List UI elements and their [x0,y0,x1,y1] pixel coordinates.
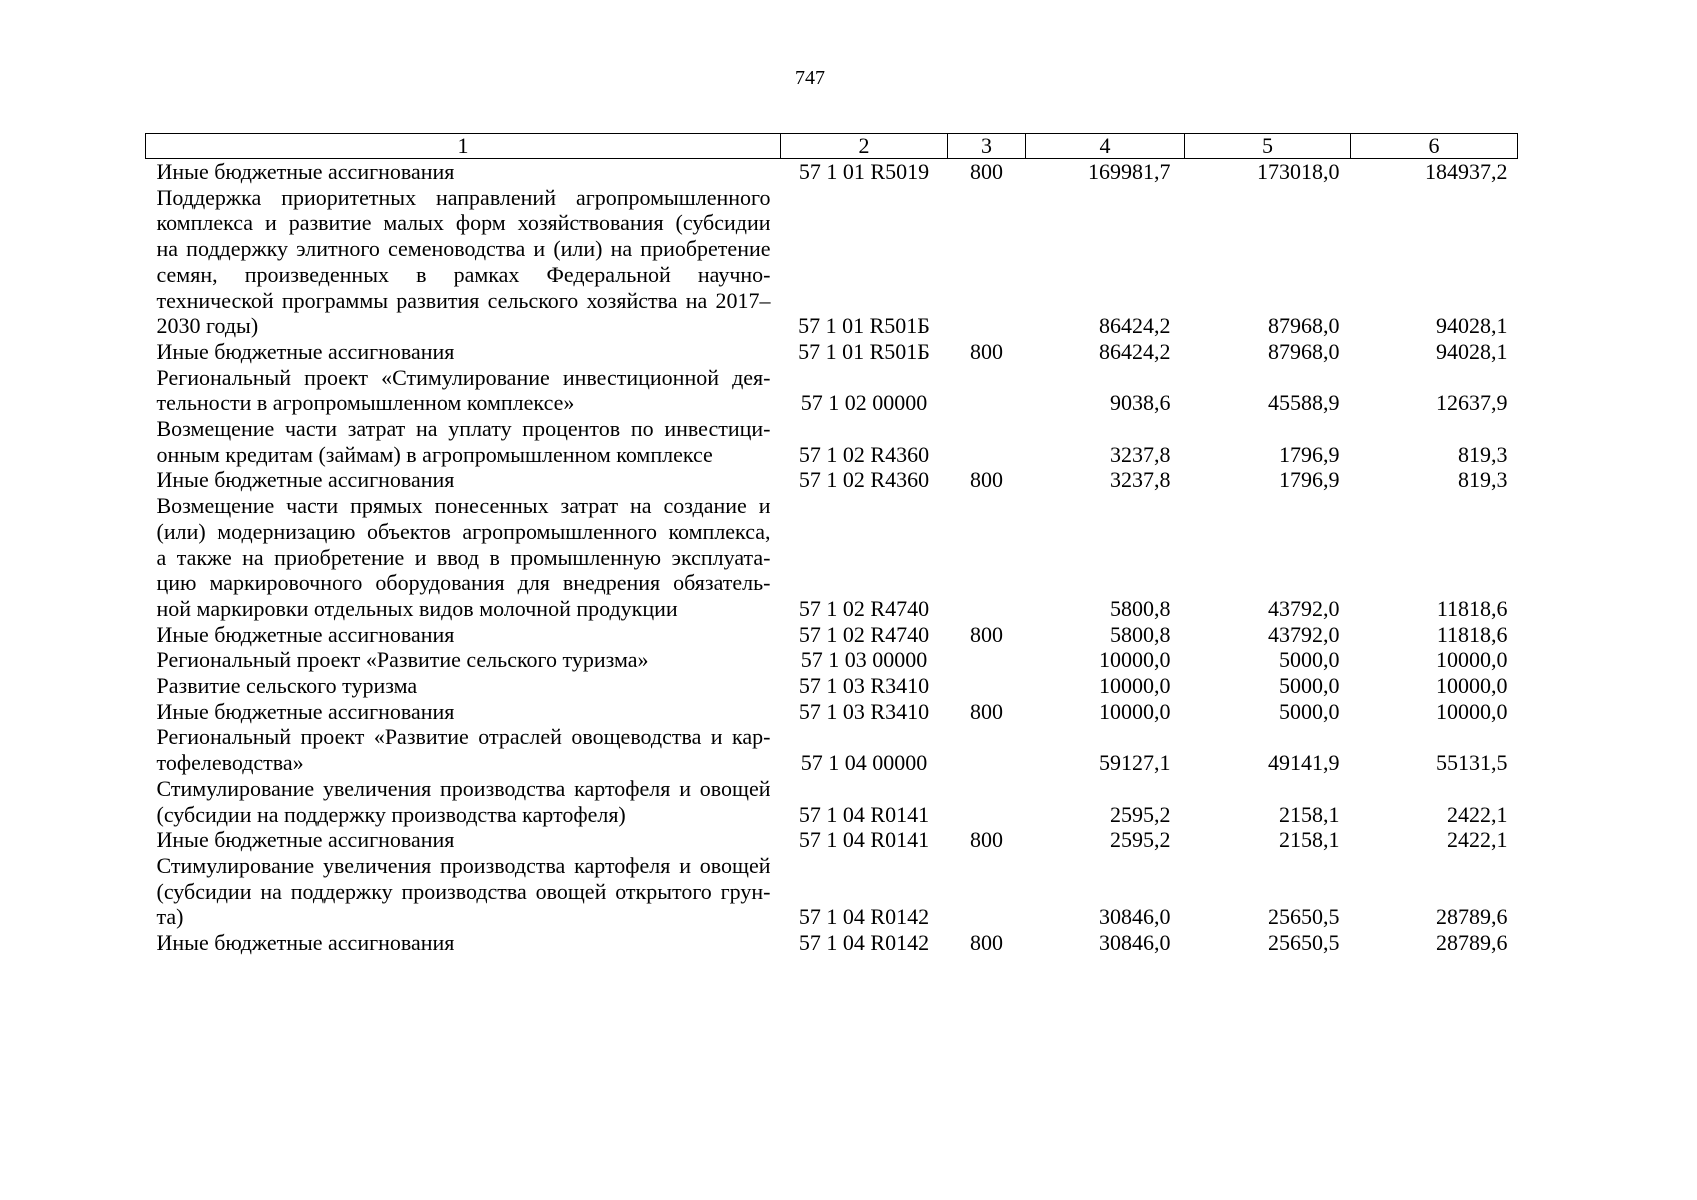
description-line: Иные бюджетные ассигнования [156,621,455,647]
cell-value-col-6: 10000,0 [1436,673,1508,699]
description-line: Развитие сельского туризма [156,673,418,699]
cell-value-col-6: 94028,1 [1436,313,1508,339]
cell-value-col-5: 5000,0 [1279,673,1340,699]
table-row [146,416,1518,467]
cell-code: 57 1 03 R3410 [798,673,930,699]
cell-value-col-4: 10000,0 [1099,673,1171,699]
cell-code: 57 1 02 R4360 [798,441,930,467]
table-row [146,339,1518,365]
cell-description [146,776,781,827]
description-line: Поддержка приоритетных направлений агропромышленного [156,184,771,210]
description-line: а также на приобретение и ввод в промышленную эксплуата- [156,544,771,570]
table-row [146,724,1518,775]
cell-code: 57 1 04 00000 [800,750,928,776]
description-line: Иные бюджетные ассигнования [156,467,455,493]
table-header [146,134,1518,159]
cell-value-col-4: 5800,8 [1110,595,1171,621]
cell-code: 57 1 04 R0142 [798,930,930,956]
table-row [146,776,1518,827]
cell-value-col-6: 184937,2 [1425,159,1508,184]
cell-description [146,699,781,725]
cell-value-col-5: 1796,9 [1279,441,1340,467]
budget-table [145,133,1518,956]
cell-description [146,339,781,365]
description-line: (или) модернизацию объектов агропромышленного комплекса, [156,518,771,544]
cell-expense-type [948,416,1026,467]
table-row [146,493,1518,622]
cell-value-col-5: 25650,5 [1268,904,1340,930]
cell-value-col-6: 28789,6 [1436,904,1508,930]
cell-expense-type: 800 [970,930,1003,956]
cell-description [146,622,781,648]
cell-value-col-5: 87968,0 [1268,313,1340,339]
description-line: Стимулирование увеличения производства картофеля и овощей [156,775,771,801]
cell-expense-type [948,724,1026,775]
description-line: 2030 годы) [156,313,259,339]
cell-value-col-5: 2158,1 [1279,827,1340,853]
cell-description [146,493,781,622]
cell-description [146,159,781,185]
cell-description [146,365,781,416]
description-line: та) [156,904,184,930]
description-line: цию маркировочного оборудования для внедрения обязатель- [156,570,771,596]
cell-value-col-4: 86424,2 [1099,338,1171,364]
table-row [146,930,1518,956]
table-row [146,622,1518,648]
description-line: тофелеводства» [156,750,304,776]
cell-value-col-6: 94028,1 [1436,338,1508,364]
cell-expense-type [948,673,1026,699]
cell-expense-type: 800 [970,338,1003,364]
cell-description [146,647,781,673]
cell-expense-type [948,365,1026,416]
table-row [146,365,1518,416]
table-row [146,827,1518,853]
cell-value-col-6: 2422,1 [1447,801,1508,827]
table-row [146,699,1518,725]
cell-value-col-4: 5800,8 [1110,621,1171,647]
description-line: Иные бюджетные ассигнования [156,698,455,724]
description-line: на поддержку элитного семеноводства и (или) на приобретение [156,236,771,262]
description-line: ной маркировки отдельных видов молочной продукции [156,595,678,621]
description-line: Стимулирование увеличения производства картофеля и овощей [156,852,771,878]
cell-expense-type: 800 [970,698,1003,724]
cell-description [146,185,781,339]
cell-description [146,467,781,493]
cell-description [146,930,781,956]
table-body [146,159,1518,956]
cell-value-col-5: 5000,0 [1279,647,1340,673]
description-line: Возмещение части затрат на уплату процентов по инвестици- [156,416,771,442]
cell-expense-type: 800 [970,621,1003,647]
cell-description [146,673,781,699]
header-col-2: 2 [781,134,948,159]
header-col-4: 4 [1026,134,1185,159]
cell-code: 57 1 04 R0142 [798,904,930,930]
cell-value-col-5: 5000,0 [1279,698,1340,724]
cell-value-col-5: 173018,0 [1257,159,1340,184]
cell-code: 57 1 04 R0141 [798,827,930,853]
description-line: Иные бюджетные ассигнования [156,827,455,853]
cell-expense-type [948,776,1026,827]
description-line: (субсидии на поддержку производства картофеля) [156,801,626,827]
cell-value-col-6: 11818,6 [1436,621,1508,647]
cell-code: 57 1 02 R4740 [798,595,930,621]
cell-value-col-4: 169981,7 [1088,159,1171,184]
cell-value-col-5: 2158,1 [1279,801,1340,827]
description-line: Региональный проект «Развитие сельского туризма» [156,647,649,673]
header-col-6: 6 [1351,134,1518,159]
cell-value-col-4: 2595,2 [1110,801,1171,827]
page-number: 747 [795,67,825,89]
cell-expense-type [948,853,1026,930]
cell-value-col-4: 86424,2 [1099,313,1171,339]
description-line: комплекса и развитие малых форм хозяйствования (субсидии [156,210,771,236]
cell-code: 57 1 01 R501Б [798,338,930,364]
cell-expense-type [948,647,1026,673]
table-row [146,673,1518,699]
cell-value-col-5: 45588,9 [1268,390,1340,416]
cell-value-col-6: 10000,0 [1436,698,1508,724]
cell-value-col-6: 10000,0 [1436,647,1508,673]
cell-value-col-4: 59127,1 [1099,750,1171,776]
cell-code: 57 1 03 R3410 [798,698,930,724]
cell-value-col-6: 819,3 [1458,441,1508,467]
description-line: Региональный проект «Стимулирование инвестиционной дея- [156,364,771,390]
header-col-1: 1 [146,134,781,159]
cell-code: 57 1 01 R501Б [798,313,930,339]
cell-description [146,827,781,853]
cell-expense-type [948,185,1026,339]
cell-value-col-6: 28789,6 [1436,930,1508,956]
cell-code: 57 1 04 R0141 [798,801,930,827]
cell-expense-type: 800 [970,159,1003,184]
description-line: Возмещение части прямых понесенных затрат на создание и [156,493,771,519]
cell-value-col-5: 1796,9 [1279,467,1340,493]
cell-value-col-4: 3237,8 [1110,441,1171,467]
cell-expense-type: 800 [970,467,1003,493]
cell-value-col-4: 9038,6 [1110,390,1171,416]
cell-value-col-4: 10000,0 [1099,698,1171,724]
cell-value-col-5: 49141,9 [1268,750,1340,776]
description-line: семян, произведенных в рамках Федеральной научно- [156,261,771,287]
cell-value-col-4: 30846,0 [1099,904,1171,930]
description-line: Региональный проект «Развитие отраслей овощеводства и кар- [156,724,771,750]
cell-value-col-6: 12637,9 [1436,390,1508,416]
cell-description [146,416,781,467]
cell-value-col-6: 55131,5 [1436,750,1508,776]
header-row [146,134,1518,159]
table-row [146,185,1518,339]
table-row [146,467,1518,493]
cell-code: 57 1 03 00000 [800,647,928,673]
cell-code: 57 1 02 R4740 [798,621,930,647]
table-row [146,853,1518,930]
cell-description [146,724,781,775]
description-line: Иные бюджетные ассигнования [156,930,455,956]
cell-code: 57 1 01 R5019 [798,159,930,184]
cell-value-col-6: 2422,1 [1447,827,1508,853]
cell-expense-type [948,493,1026,622]
cell-expense-type: 800 [970,827,1003,853]
cell-code: 57 1 02 R4360 [798,467,930,493]
cell-value-col-4: 30846,0 [1099,930,1171,956]
header-col-5: 5 [1185,134,1351,159]
description-line: тельности в агропромышленном комплексе» [156,390,575,416]
cell-value-col-5: 25650,5 [1268,930,1340,956]
description-line: технической программы развития сельского хозяйства на 2017– [156,287,771,313]
header-col-3: 3 [948,134,1026,159]
cell-value-col-6: 11818,6 [1436,595,1508,621]
cell-description [146,853,781,930]
cell-code: 57 1 02 00000 [800,390,928,416]
table-row [146,159,1518,185]
cell-value-col-4: 3237,8 [1110,467,1171,493]
cell-value-col-5: 43792,0 [1268,621,1340,647]
cell-value-col-4: 2595,2 [1110,827,1171,853]
description-line: Иные бюджетные ассигнования [156,338,455,364]
description-line: Иные бюджетные ассигнования [156,159,455,184]
cell-value-col-4: 10000,0 [1099,647,1171,673]
cell-value-col-5: 43792,0 [1268,595,1340,621]
table-row [146,647,1518,673]
description-line: онным кредитам (займам) в агропромышленном комплексе [156,441,713,467]
cell-value-col-5: 87968,0 [1268,338,1340,364]
cell-value-col-6: 819,3 [1458,467,1508,493]
description-line: (субсидии на поддержку производства овощей открытого грун- [156,878,771,904]
